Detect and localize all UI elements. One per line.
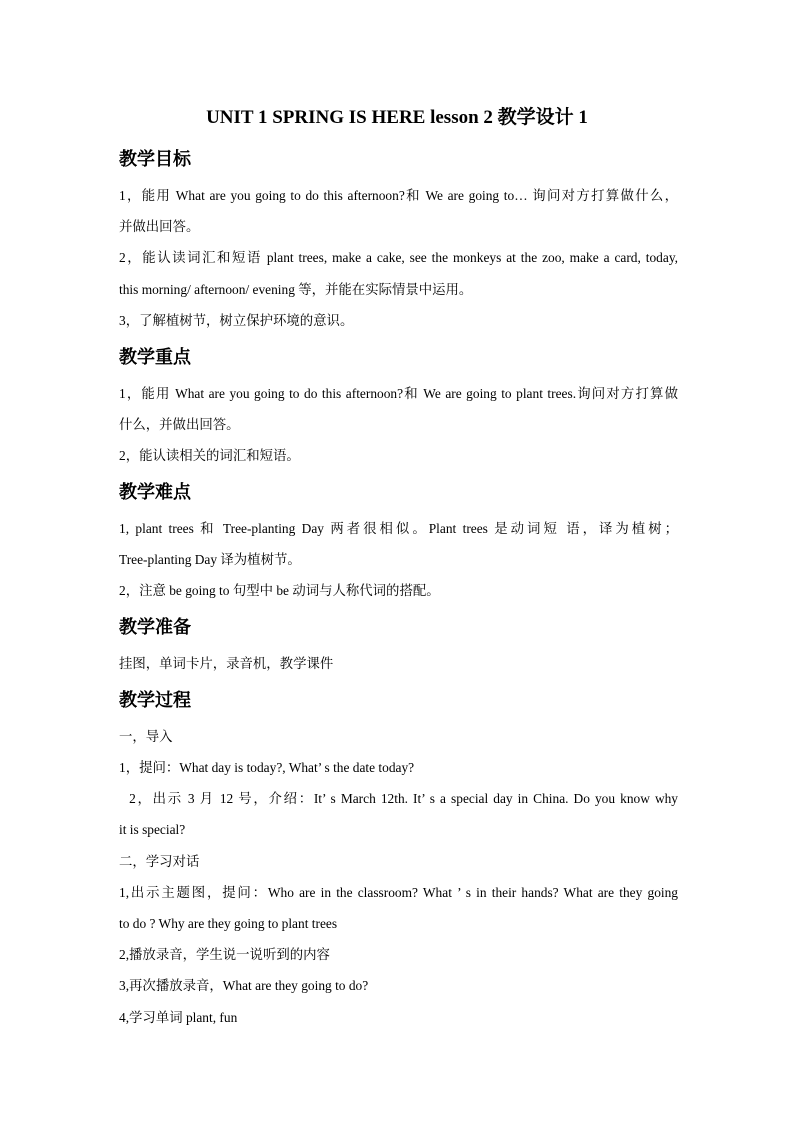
difficulties-line-2: Tree-planting Day 译为植树节。 xyxy=(119,552,301,567)
process-line-4: it is special? xyxy=(119,822,186,837)
difficulties-line-1: 1, plant trees 和 Tree-planting Day 两者很相似。Plant trees 是动词短 语，译为植树； xyxy=(119,521,678,536)
key-points-line-3: 2，能认读相关的词汇和短语。 xyxy=(119,448,300,463)
objectives-line-5: 3，了解植树节，树立保护环境的意识。 xyxy=(119,313,354,328)
difficulties-line-3: 2，注意 be going to 句型中 be 动词与人称代词的搭配。 xyxy=(119,583,440,598)
section-heading-objectives: 教学目标 xyxy=(119,149,191,169)
preparation-line-1: 挂图，单词卡片，录音机，教学课件 xyxy=(119,656,334,671)
section-heading-preparation: 教学准备 xyxy=(119,617,191,637)
objectives-line-2: 并做出回答。 xyxy=(119,219,200,234)
section-heading-process: 教学过程 xyxy=(119,690,191,710)
process-line-5: 二，学习对话 xyxy=(119,854,200,869)
section-heading-difficulties: 教学难点 xyxy=(119,482,191,502)
section-heading-key-points: 教学重点 xyxy=(119,347,191,367)
process-line-9: 3,再次播放录音，What are they going to do? xyxy=(119,978,369,993)
key-points-line-1: 1，能用 What are you going to do this afternoon?和 We are going to plant trees.询问对方打算做 xyxy=(119,386,678,401)
process-line-8: 2,播放录音，学生说一说听到的内容 xyxy=(119,947,330,962)
objectives-line-3: 2，能认读词汇和短语 plant trees, make a cake, see the monkeys at the zoo, make a card, today, xyxy=(119,250,678,265)
process-line-7: to do ? Why are they going to plant trees xyxy=(119,916,338,931)
process-line-1: 一，导入 xyxy=(119,729,173,744)
process-line-3: 2，出示 3 月 12 号，介绍：It’ s March 12th. It’ s a special day in China. Do you know why xyxy=(119,791,679,806)
objectives-line-4: this morning/ afternoon/ evening 等，并能在实际情景中运用。 xyxy=(119,282,473,297)
process-line-2: 1，提问：What day is today?, What’ s the date today? xyxy=(119,760,415,775)
process-line-6: 1,出示主题图，提问：Who are in the classroom? What ’ s in their hands? What are they going xyxy=(119,885,678,900)
document-title: UNIT 1 SPRING IS HERE lesson 2 教学设计 1 xyxy=(206,107,588,128)
key-points-line-2: 什么，并做出回答。 xyxy=(119,417,240,432)
objectives-line-1: 1，能用 What are you going to do this afternoon?和 We are going to… 询问对方打算做什么， xyxy=(119,188,678,203)
process-line-10: 4,学习单词 plant, fun xyxy=(119,1010,238,1025)
